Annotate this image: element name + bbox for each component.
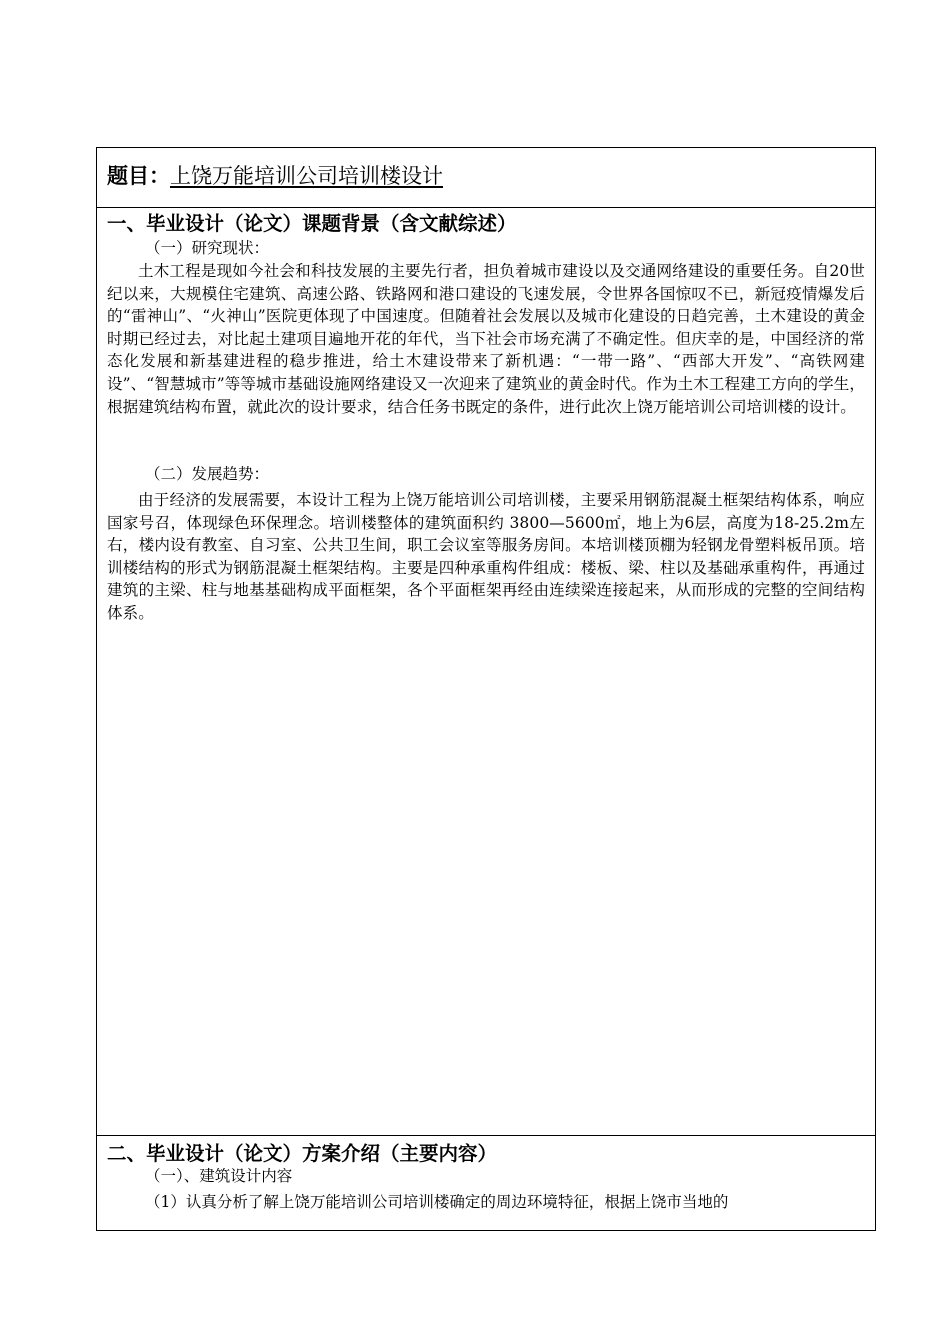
title-line [107, 162, 443, 190]
paragraph-trend: 由于经济的发展需要，本设计工程为上饶万能培训公司培训楼，主要采用钢筋混凝土框架结构体系，响应国家号召，体现绿色环保理念。培训楼整体的建筑面积约 3800—5600㎡，地上为6层，高度为18-25.2m左右，楼内设有教室、自习室、公共卫生间，职工会议室等服务房间。本培训楼顶棚为轻钢龙骨塑料板吊顶。培训楼结构的形式为钢筋混凝土框架结构。主要是四种承重构件组成：楼板、梁、柱以及基础承重构件，再通过建筑的主梁、柱与地基基础构成平面框架，各个平面框架再经由连续梁连接起来，从而形成的完整的空间结构体系。 [107, 491, 865, 622]
paragraph-research-status: 土木工程是现如今社会和科技发展的主要先行者，担负着城市建设以及交通网络建设的重要任务。自20世纪以来，大规模住宅建筑、高速公路、铁路网和港口建设的飞速发展，令世界各国惊叹不已，新冠疫情爆发后的“雷神山”、“火神山”医院更体现了中国速度。但随着社会发展以及城市化建设的日趋完善，土木建设的黄金时期已经过去，对比起土建项目遍地开花的年代，当下社会市场充满了不确定性。但庆幸的是，中国经济的常态化发展和新基建进程的稳步推进，给土木建设带来了新机遇：“一带一路”、“西部大开发”、“高铁网建设”、“智慧城市”等等城市基础设施网络建设又一次迎来了建筑业的黄金时代。作为土木工程建工方向的学生，根据建筑结构布置，就此次的设计要求，结合任务书既定的条件，进行此次上饶万能培训公司培训楼的设计。 [107, 262, 865, 416]
section-heading: 一、毕业设计（论文）课题背景（含文献综述） [107, 212, 517, 235]
section-heading: 二、毕业设计（论文）方案介绍（主要内容） [107, 1142, 498, 1165]
title-row [97, 148, 875, 208]
plan-section [97, 1136, 875, 1232]
subheading-research-status: （一）研究现状： [145, 239, 270, 257]
paragraph-line: （1）认真分析了解上饶万能培训公司培训楼确定的周边环境特征，根据上饶市当地的 [145, 1193, 729, 1211]
subheading-trend: （二）发展趋势： [145, 465, 270, 483]
subheading-architecture: （一）、建筑设计内容 [145, 1167, 293, 1185]
project-title: 上饶万能培训公司培训楼设计 [170, 164, 443, 188]
form-table [96, 147, 876, 1231]
title-label: 题目： [107, 164, 170, 188]
background-section [97, 208, 875, 1136]
